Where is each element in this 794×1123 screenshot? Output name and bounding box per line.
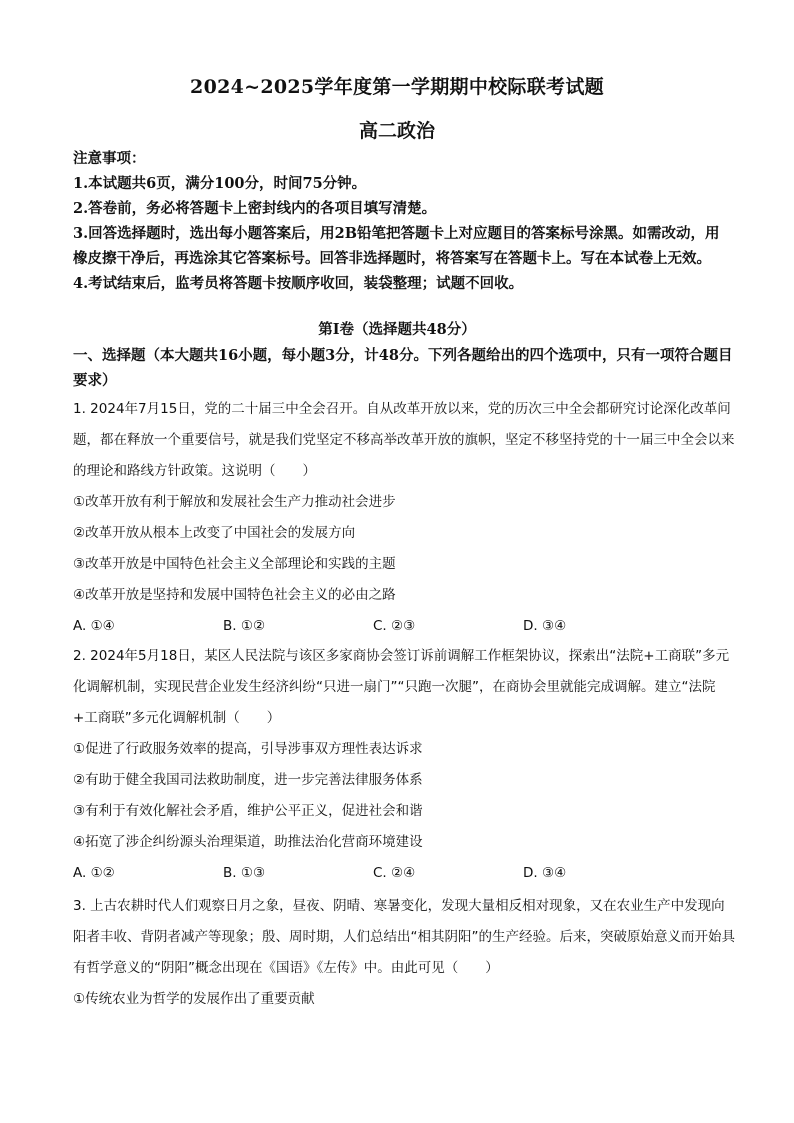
statement: ③改革开放是中国特色社会主义全部理论和实践的主题	[73, 556, 396, 572]
option-a: A. ①④	[73, 618, 115, 634]
notice-item-1: 1.本试题共6页，满分100分，时间75分钟。	[73, 175, 367, 192]
statement: ②改革开放从根本上改变了中国社会的发展方向	[73, 525, 356, 541]
notice-item-2: 2.答卷前，务必将答题卡上密封线内的各项目填写清楚。	[73, 200, 437, 217]
question-stem: 2. 2024年5月18日，某区人民法院与该区多家商协会签订诉前调解工作框架协议，探索出“法院+工商联”多元化调解机制，实现民营企业发生经济纠纷“只进一扇门”“只跑一次腿”，在商协会里就能完成调解。建立“法院+工商联”多元化调解机制（ ）	[73, 648, 730, 726]
notice-item-3: 3.回答选择题时，选出每小题答案后，用2B铅笔把答题卡上对应题目的答案标号涂黑。如需改动，用橡皮擦干净后，再选涂其它答案标号。回答非选择题时，将答案写在答题卡上。写在本试卷上无效。	[73, 225, 720, 267]
statement: ③有利于有效化解社会矛盾，维护公平正义，促进社会和谐	[73, 803, 423, 819]
notice-block	[73, 146, 733, 296]
option-d: D. ③④	[523, 865, 567, 881]
notice-heading: 注意事项：	[73, 150, 146, 167]
option-c: C. ②③	[373, 618, 416, 634]
option-d: D. ③④	[523, 618, 567, 634]
answer-options	[73, 611, 673, 642]
question-3	[73, 891, 738, 1015]
notice-item-4: 4.考试结束后，监考员将答题卡按顺序收回，装袋整理；试题不回收。	[73, 275, 524, 292]
statement: ④拓宽了涉企纠纷源头治理渠道，助推法治化营商环境建设	[73, 834, 423, 850]
option-b: B. ①②	[223, 618, 266, 634]
question-1	[73, 394, 738, 642]
option-c: C. ②④	[373, 865, 416, 881]
section-instruction: 一、选择题（本大题共16小题，每小题3分，计48分。下列各题给出的四个选项中，只有一项符合题目要求）	[73, 347, 733, 389]
question-stem: 3. 上古农耕时代人们观察日月之象，昼夜、阴晴、寒暑变化，发现大量相反相对现象，又在农业生产中发现向阳者丰收、背阴者减产等现象；殷、周时期，人们总结出“相其阴阳”的生产经验。后来，突破原始意义而开始具有哲学意义的“阴阳”概念出现在《国语》《左传》中。由此可见（ ）	[73, 898, 735, 976]
statement: ②有助于健全我国司法救助制度，进一步完善法律服务体系	[73, 772, 423, 788]
statement: ①传统农业为哲学的发展作出了重要贡献	[73, 991, 315, 1007]
question-stem: 1. 2024年7月15日，党的二十届三中全会召开。自从改革开放以来，党的历次三中全会都研究讨论深化改革问题，都在释放一个重要信号，就是我们党坚定不移高举改革开放的旗帜，坚定不移坚持党的十一届三中全会以来的理论和路线方针政策。这说明（ ）	[73, 401, 735, 479]
statement: ④改革开放是坚持和发展中国特色社会主义的必由之路	[73, 587, 396, 603]
question-2	[73, 641, 738, 889]
section-title: 第Ⅰ卷（选择题共48分）	[318, 321, 476, 338]
statement: ①促进了行政服务效率的提高，引导涉事双方理性表达诉求	[73, 741, 423, 757]
subject-title: 高二政治	[358, 120, 435, 142]
answer-options	[73, 858, 673, 889]
option-b: B. ①③	[223, 865, 266, 881]
option-a: A. ①②	[73, 865, 115, 881]
statement: ①改革开放有利于解放和发展社会生产力推动社会进步	[73, 494, 396, 510]
exam-title: 2024~2025学年度第一学期期中校际联考试题	[190, 76, 604, 98]
